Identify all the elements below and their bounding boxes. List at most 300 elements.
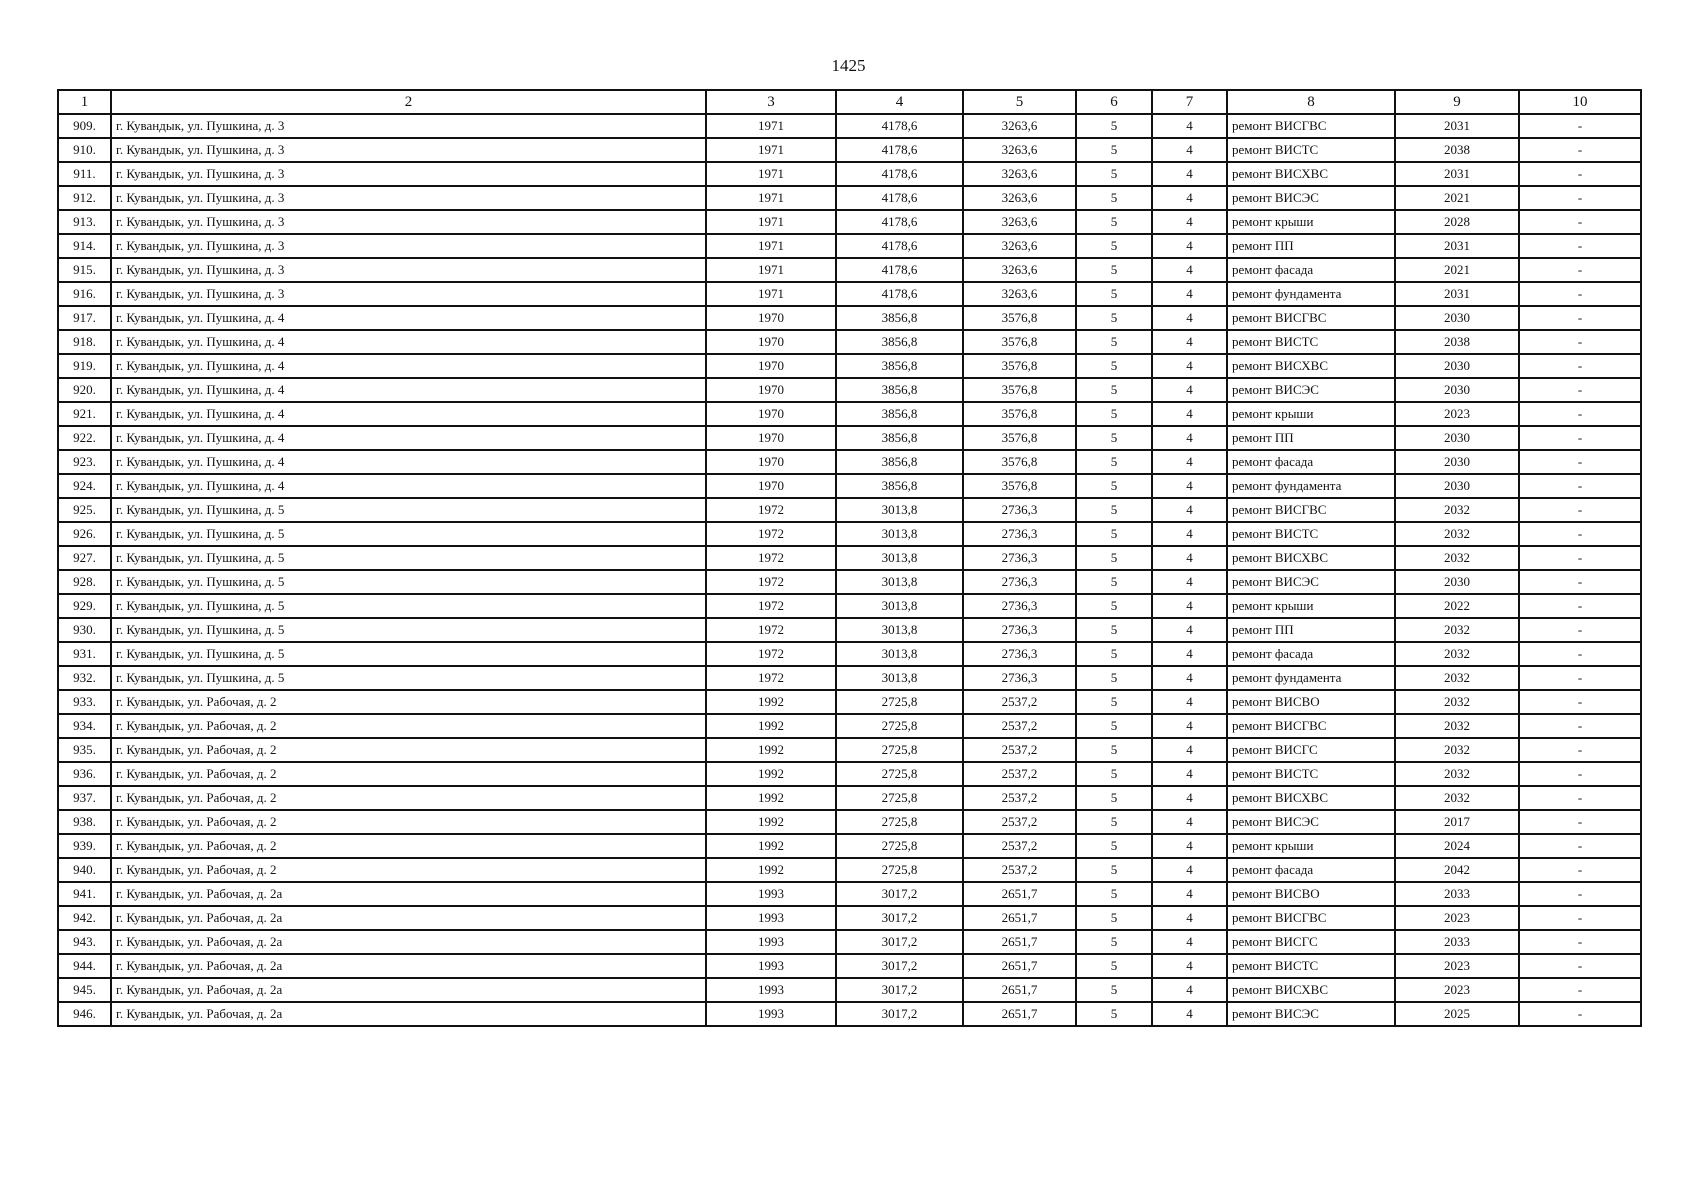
cell-planned-year: 2030 — [1395, 354, 1519, 378]
cell-total-area: 3013,8 — [836, 570, 963, 594]
cell-living-area: 2537,2 — [963, 834, 1076, 858]
cell-floors: 5 — [1076, 330, 1152, 354]
cell-total-area: 4178,6 — [836, 138, 963, 162]
cell-year-built: 1971 — [706, 162, 836, 186]
table-row — [58, 402, 1641, 426]
cell-living-area: 3263,6 — [963, 210, 1076, 234]
cell-year-built: 1971 — [706, 258, 836, 282]
cell-total-area: 2725,8 — [836, 834, 963, 858]
cell-floors: 5 — [1076, 450, 1152, 474]
cell-floors: 5 — [1076, 666, 1152, 690]
cell-floors: 5 — [1076, 546, 1152, 570]
cell-address: г. Кувандык, ул. Пушкина, д. 3 — [111, 138, 706, 162]
cell-work-type: ремонт ВИСГВС — [1227, 306, 1395, 330]
cell-total-area: 3856,8 — [836, 378, 963, 402]
cell-year-built: 1970 — [706, 354, 836, 378]
cell-entrances: 4 — [1152, 114, 1227, 138]
cell-year-built: 1992 — [706, 714, 836, 738]
cell-work-type: ремонт фундамента — [1227, 474, 1395, 498]
cell-floors: 5 — [1076, 690, 1152, 714]
cell-planned-year: 2038 — [1395, 330, 1519, 354]
cell-row-number: 935. — [58, 738, 111, 762]
cell-living-area: 2537,2 — [963, 810, 1076, 834]
cell-living-area: 3576,8 — [963, 426, 1076, 450]
cell-note: - — [1519, 426, 1641, 450]
cell-row-number: 926. — [58, 522, 111, 546]
cell-row-number: 940. — [58, 858, 111, 882]
cell-planned-year: 2031 — [1395, 114, 1519, 138]
cell-planned-year: 2022 — [1395, 594, 1519, 618]
cell-total-area: 4178,6 — [836, 258, 963, 282]
cell-planned-year: 2042 — [1395, 858, 1519, 882]
cell-living-area: 3263,6 — [963, 114, 1076, 138]
table-row — [58, 258, 1641, 282]
cell-living-area: 2736,3 — [963, 546, 1076, 570]
cell-year-built: 1971 — [706, 114, 836, 138]
cell-note: - — [1519, 210, 1641, 234]
cell-address: г. Кувандык, ул. Пушкина, д. 3 — [111, 210, 706, 234]
cell-entrances: 4 — [1152, 642, 1227, 666]
cell-note: - — [1519, 234, 1641, 258]
cell-address: г. Кувандык, ул. Пушкина, д. 4 — [111, 354, 706, 378]
cell-total-area: 2725,8 — [836, 786, 963, 810]
cell-work-type: ремонт ВИСЭС — [1227, 570, 1395, 594]
cell-living-area: 2651,7 — [963, 906, 1076, 930]
cell-floors: 5 — [1076, 834, 1152, 858]
cell-row-number: 941. — [58, 882, 111, 906]
cell-planned-year: 2032 — [1395, 546, 1519, 570]
cell-living-area: 3576,8 — [963, 474, 1076, 498]
cell-address: г. Кувандык, ул. Рабочая, д. 2 — [111, 810, 706, 834]
cell-address: г. Кувандык, ул. Пушкина, д. 3 — [111, 114, 706, 138]
cell-entrances: 4 — [1152, 930, 1227, 954]
cell-entrances: 4 — [1152, 354, 1227, 378]
cell-total-area: 4178,6 — [836, 210, 963, 234]
cell-floors: 5 — [1076, 810, 1152, 834]
cell-address: г. Кувандык, ул. Рабочая, д. 2 — [111, 834, 706, 858]
cell-address: г. Кувандык, ул. Рабочая, д. 2 — [111, 714, 706, 738]
cell-total-area: 3017,2 — [836, 1002, 963, 1026]
cell-row-number: 909. — [58, 114, 111, 138]
cell-work-type: ремонт ВИСГВС — [1227, 498, 1395, 522]
cell-floors: 5 — [1076, 738, 1152, 762]
cell-address: г. Кувандык, ул. Пушкина, д. 3 — [111, 234, 706, 258]
cell-entrances: 4 — [1152, 738, 1227, 762]
table-row — [58, 474, 1641, 498]
table-row — [58, 786, 1641, 810]
cell-work-type: ремонт ВИСВО — [1227, 690, 1395, 714]
cell-note: - — [1519, 930, 1641, 954]
cell-total-area: 3856,8 — [836, 450, 963, 474]
cell-entrances: 4 — [1152, 450, 1227, 474]
table-row — [58, 522, 1641, 546]
cell-total-area: 3013,8 — [836, 498, 963, 522]
cell-floors: 5 — [1076, 882, 1152, 906]
cell-note: - — [1519, 786, 1641, 810]
cell-row-number: 938. — [58, 810, 111, 834]
column-header: 4 — [836, 90, 963, 114]
cell-living-area: 2651,7 — [963, 882, 1076, 906]
cell-address: г. Кувандык, ул. Пушкина, д. 4 — [111, 330, 706, 354]
cell-total-area: 4178,6 — [836, 114, 963, 138]
cell-row-number: 934. — [58, 714, 111, 738]
cell-entrances: 4 — [1152, 786, 1227, 810]
cell-living-area: 2736,3 — [963, 570, 1076, 594]
cell-living-area: 2537,2 — [963, 714, 1076, 738]
cell-total-area: 3856,8 — [836, 306, 963, 330]
cell-note: - — [1519, 714, 1641, 738]
cell-address: г. Кувандык, ул. Пушкина, д. 5 — [111, 594, 706, 618]
cell-entrances: 4 — [1152, 138, 1227, 162]
cell-total-area: 4178,6 — [836, 186, 963, 210]
cell-planned-year: 2030 — [1395, 474, 1519, 498]
cell-entrances: 4 — [1152, 714, 1227, 738]
table-row — [58, 882, 1641, 906]
table-row — [58, 210, 1641, 234]
cell-row-number: 914. — [58, 234, 111, 258]
cell-floors: 5 — [1076, 162, 1152, 186]
cell-note: - — [1519, 186, 1641, 210]
cell-row-number: 925. — [58, 498, 111, 522]
cell-address: г. Кувандык, ул. Пушкина, д. 4 — [111, 306, 706, 330]
cell-note: - — [1519, 282, 1641, 306]
cell-work-type: ремонт ВИСЭС — [1227, 186, 1395, 210]
repair-schedule-table — [57, 89, 1642, 1027]
cell-entrances: 4 — [1152, 882, 1227, 906]
cell-year-built: 1972 — [706, 618, 836, 642]
cell-floors: 5 — [1076, 642, 1152, 666]
cell-living-area: 3576,8 — [963, 306, 1076, 330]
cell-address: г. Кувандык, ул. Рабочая, д. 2 — [111, 786, 706, 810]
cell-planned-year: 2032 — [1395, 642, 1519, 666]
cell-row-number: 917. — [58, 306, 111, 330]
cell-work-type: ремонт ПП — [1227, 234, 1395, 258]
cell-entrances: 4 — [1152, 834, 1227, 858]
cell-entrances: 4 — [1152, 906, 1227, 930]
cell-planned-year: 2028 — [1395, 210, 1519, 234]
cell-row-number: 913. — [58, 210, 111, 234]
cell-work-type: ремонт ВИСХВС — [1227, 546, 1395, 570]
cell-note: - — [1519, 594, 1641, 618]
cell-planned-year: 2032 — [1395, 690, 1519, 714]
cell-work-type: ремонт ВИСЭС — [1227, 810, 1395, 834]
cell-planned-year: 2032 — [1395, 666, 1519, 690]
cell-floors: 5 — [1076, 498, 1152, 522]
table-row — [58, 138, 1641, 162]
table-row — [58, 738, 1641, 762]
cell-row-number: 916. — [58, 282, 111, 306]
cell-row-number: 928. — [58, 570, 111, 594]
cell-entrances: 4 — [1152, 258, 1227, 282]
cell-floors: 5 — [1076, 378, 1152, 402]
cell-total-area: 4178,6 — [836, 282, 963, 306]
cell-living-area: 2736,3 — [963, 594, 1076, 618]
cell-work-type: ремонт ВИСТС — [1227, 138, 1395, 162]
cell-year-built: 1993 — [706, 1002, 836, 1026]
table-row — [58, 186, 1641, 210]
cell-floors: 5 — [1076, 978, 1152, 1002]
cell-planned-year: 2032 — [1395, 522, 1519, 546]
cell-planned-year: 2031 — [1395, 162, 1519, 186]
cell-address: г. Кувандык, ул. Пушкина, д. 5 — [111, 546, 706, 570]
cell-work-type: ремонт ПП — [1227, 426, 1395, 450]
cell-note: - — [1519, 978, 1641, 1002]
table-row — [58, 978, 1641, 1002]
cell-year-built: 1971 — [706, 186, 836, 210]
cell-year-built: 1992 — [706, 762, 836, 786]
cell-note: - — [1519, 618, 1641, 642]
cell-living-area: 2736,3 — [963, 666, 1076, 690]
cell-row-number: 942. — [58, 906, 111, 930]
cell-work-type: ремонт ВИСХВС — [1227, 162, 1395, 186]
cell-entrances: 4 — [1152, 690, 1227, 714]
cell-entrances: 4 — [1152, 498, 1227, 522]
cell-note: - — [1519, 570, 1641, 594]
cell-living-area: 2651,7 — [963, 954, 1076, 978]
cell-year-built: 1993 — [706, 930, 836, 954]
cell-year-built: 1972 — [706, 570, 836, 594]
cell-total-area: 3013,8 — [836, 618, 963, 642]
cell-planned-year: 2032 — [1395, 786, 1519, 810]
cell-floors: 5 — [1076, 354, 1152, 378]
cell-year-built: 1992 — [706, 834, 836, 858]
cell-year-built: 1970 — [706, 426, 836, 450]
cell-note: - — [1519, 906, 1641, 930]
cell-living-area: 3263,6 — [963, 138, 1076, 162]
cell-address: г. Кувандык, ул. Пушкина, д. 5 — [111, 666, 706, 690]
cell-work-type: ремонт ВИСТС — [1227, 522, 1395, 546]
cell-total-area: 3856,8 — [836, 426, 963, 450]
cell-row-number: 937. — [58, 786, 111, 810]
cell-planned-year: 2032 — [1395, 714, 1519, 738]
cell-floors: 5 — [1076, 474, 1152, 498]
cell-living-area: 3576,8 — [963, 354, 1076, 378]
cell-year-built: 1972 — [706, 666, 836, 690]
cell-living-area: 2537,2 — [963, 786, 1076, 810]
table-row — [58, 1002, 1641, 1026]
cell-total-area: 3017,2 — [836, 954, 963, 978]
cell-total-area: 3856,8 — [836, 330, 963, 354]
column-header: 6 — [1076, 90, 1152, 114]
cell-floors: 5 — [1076, 570, 1152, 594]
cell-row-number: 910. — [58, 138, 111, 162]
cell-note: - — [1519, 1002, 1641, 1026]
cell-living-area: 2736,3 — [963, 498, 1076, 522]
cell-planned-year: 2025 — [1395, 1002, 1519, 1026]
cell-note: - — [1519, 258, 1641, 282]
cell-living-area: 2537,2 — [963, 762, 1076, 786]
table-row — [58, 162, 1641, 186]
cell-row-number: 918. — [58, 330, 111, 354]
cell-note: - — [1519, 402, 1641, 426]
cell-note: - — [1519, 306, 1641, 330]
cell-living-area: 2736,3 — [963, 642, 1076, 666]
cell-note: - — [1519, 546, 1641, 570]
cell-year-built: 1993 — [706, 906, 836, 930]
table-row — [58, 618, 1641, 642]
cell-planned-year: 2031 — [1395, 234, 1519, 258]
cell-total-area: 4178,6 — [836, 234, 963, 258]
cell-address: г. Кувандык, ул. Пушкина, д. 5 — [111, 570, 706, 594]
cell-address: г. Кувандык, ул. Пушкина, д. 4 — [111, 450, 706, 474]
cell-entrances: 4 — [1152, 330, 1227, 354]
cell-living-area: 3263,6 — [963, 258, 1076, 282]
cell-entrances: 4 — [1152, 378, 1227, 402]
table-row — [58, 378, 1641, 402]
cell-living-area: 2651,7 — [963, 930, 1076, 954]
table-row — [58, 570, 1641, 594]
cell-floors: 5 — [1076, 858, 1152, 882]
cell-year-built: 1993 — [706, 954, 836, 978]
table-row — [58, 858, 1641, 882]
column-header: 9 — [1395, 90, 1519, 114]
cell-row-number: 915. — [58, 258, 111, 282]
cell-total-area: 3013,8 — [836, 546, 963, 570]
cell-total-area: 3017,2 — [836, 906, 963, 930]
cell-year-built: 1993 — [706, 978, 836, 1002]
cell-floors: 5 — [1076, 306, 1152, 330]
cell-address: г. Кувандык, ул. Пушкина, д. 4 — [111, 426, 706, 450]
cell-row-number: 939. — [58, 834, 111, 858]
cell-address: г. Кувандык, ул. Пушкина, д. 5 — [111, 522, 706, 546]
cell-year-built: 1970 — [706, 378, 836, 402]
cell-address: г. Кувандык, ул. Рабочая, д. 2а — [111, 930, 706, 954]
cell-entrances: 4 — [1152, 162, 1227, 186]
cell-note: - — [1519, 522, 1641, 546]
column-header: 2 — [111, 90, 706, 114]
cell-living-area: 2537,2 — [963, 738, 1076, 762]
cell-entrances: 4 — [1152, 570, 1227, 594]
cell-total-area: 2725,8 — [836, 714, 963, 738]
cell-work-type: ремонт ВИСГВС — [1227, 714, 1395, 738]
cell-floors: 5 — [1076, 282, 1152, 306]
cell-work-type: ремонт крыши — [1227, 594, 1395, 618]
cell-address: г. Кувандык, ул. Пушкина, д. 3 — [111, 258, 706, 282]
cell-note: - — [1519, 114, 1641, 138]
cell-work-type: ремонт ВИСТС — [1227, 954, 1395, 978]
cell-floors: 5 — [1076, 594, 1152, 618]
cell-address: г. Кувандык, ул. Пушкина, д. 5 — [111, 642, 706, 666]
cell-living-area: 3576,8 — [963, 330, 1076, 354]
cell-work-type: ремонт крыши — [1227, 210, 1395, 234]
cell-floors: 5 — [1076, 210, 1152, 234]
cell-entrances: 4 — [1152, 210, 1227, 234]
cell-work-type: ремонт фасада — [1227, 642, 1395, 666]
cell-year-built: 1970 — [706, 402, 836, 426]
cell-year-built: 1970 — [706, 474, 836, 498]
cell-row-number: 943. — [58, 930, 111, 954]
cell-planned-year: 2032 — [1395, 618, 1519, 642]
cell-work-type: ремонт ВИСГС — [1227, 930, 1395, 954]
cell-entrances: 4 — [1152, 666, 1227, 690]
cell-year-built: 1970 — [706, 330, 836, 354]
cell-total-area: 3017,2 — [836, 882, 963, 906]
cell-note: - — [1519, 474, 1641, 498]
cell-planned-year: 2021 — [1395, 186, 1519, 210]
cell-year-built: 1971 — [706, 234, 836, 258]
cell-floors: 5 — [1076, 714, 1152, 738]
cell-living-area: 3576,8 — [963, 450, 1076, 474]
cell-year-built: 1992 — [706, 690, 836, 714]
cell-work-type: ремонт ВИСЭС — [1227, 378, 1395, 402]
cell-year-built: 1992 — [706, 738, 836, 762]
cell-floors: 5 — [1076, 114, 1152, 138]
cell-row-number: 927. — [58, 546, 111, 570]
cell-living-area: 3576,8 — [963, 402, 1076, 426]
cell-row-number: 945. — [58, 978, 111, 1002]
cell-year-built: 1970 — [706, 450, 836, 474]
table-row — [58, 834, 1641, 858]
cell-work-type: ремонт крыши — [1227, 402, 1395, 426]
cell-entrances: 4 — [1152, 402, 1227, 426]
cell-address: г. Кувандык, ул. Пушкина, д. 3 — [111, 162, 706, 186]
cell-planned-year: 2031 — [1395, 282, 1519, 306]
cell-entrances: 4 — [1152, 618, 1227, 642]
cell-planned-year: 2032 — [1395, 498, 1519, 522]
cell-total-area: 3013,8 — [836, 642, 963, 666]
table-row — [58, 594, 1641, 618]
cell-total-area: 3856,8 — [836, 354, 963, 378]
cell-entrances: 4 — [1152, 858, 1227, 882]
cell-entrances: 4 — [1152, 426, 1227, 450]
cell-note: - — [1519, 162, 1641, 186]
table-row — [58, 114, 1641, 138]
cell-planned-year: 2017 — [1395, 810, 1519, 834]
cell-row-number: 924. — [58, 474, 111, 498]
cell-address: г. Кувандык, ул. Пушкина, д. 4 — [111, 378, 706, 402]
cell-entrances: 4 — [1152, 306, 1227, 330]
cell-floors: 5 — [1076, 402, 1152, 426]
table-row — [58, 306, 1641, 330]
cell-year-built: 1971 — [706, 210, 836, 234]
cell-work-type: ремонт ВИСГВС — [1227, 906, 1395, 930]
cell-entrances: 4 — [1152, 810, 1227, 834]
cell-work-type: ремонт фасада — [1227, 258, 1395, 282]
cell-address: г. Кувандык, ул. Рабочая, д. 2а — [111, 954, 706, 978]
cell-row-number: 931. — [58, 642, 111, 666]
cell-living-area: 3263,6 — [963, 186, 1076, 210]
cell-living-area: 2537,2 — [963, 858, 1076, 882]
cell-work-type: ремонт ВИСТС — [1227, 762, 1395, 786]
cell-note: - — [1519, 450, 1641, 474]
cell-living-area: 2651,7 — [963, 978, 1076, 1002]
page-number: 1425 — [831, 56, 866, 75]
table-row — [58, 450, 1641, 474]
cell-work-type: ремонт ВИСВО — [1227, 882, 1395, 906]
cell-planned-year: 2030 — [1395, 306, 1519, 330]
cell-work-type: ремонт фасада — [1227, 450, 1395, 474]
cell-floors: 5 — [1076, 1002, 1152, 1026]
cell-total-area: 3017,2 — [836, 978, 963, 1002]
cell-row-number: 911. — [58, 162, 111, 186]
column-header: 3 — [706, 90, 836, 114]
table-row — [58, 426, 1641, 450]
column-header: 10 — [1519, 90, 1641, 114]
cell-note: - — [1519, 690, 1641, 714]
cell-total-area: 4178,6 — [836, 162, 963, 186]
cell-address: г. Кувандык, ул. Рабочая, д. 2 — [111, 762, 706, 786]
cell-work-type: ремонт ВИСГС — [1227, 738, 1395, 762]
cell-floors: 5 — [1076, 138, 1152, 162]
cell-entrances: 4 — [1152, 186, 1227, 210]
cell-planned-year: 2030 — [1395, 426, 1519, 450]
cell-year-built: 1972 — [706, 642, 836, 666]
cell-total-area: 3856,8 — [836, 474, 963, 498]
cell-row-number: 919. — [58, 354, 111, 378]
table-row — [58, 810, 1641, 834]
cell-row-number: 922. — [58, 426, 111, 450]
cell-entrances: 4 — [1152, 522, 1227, 546]
